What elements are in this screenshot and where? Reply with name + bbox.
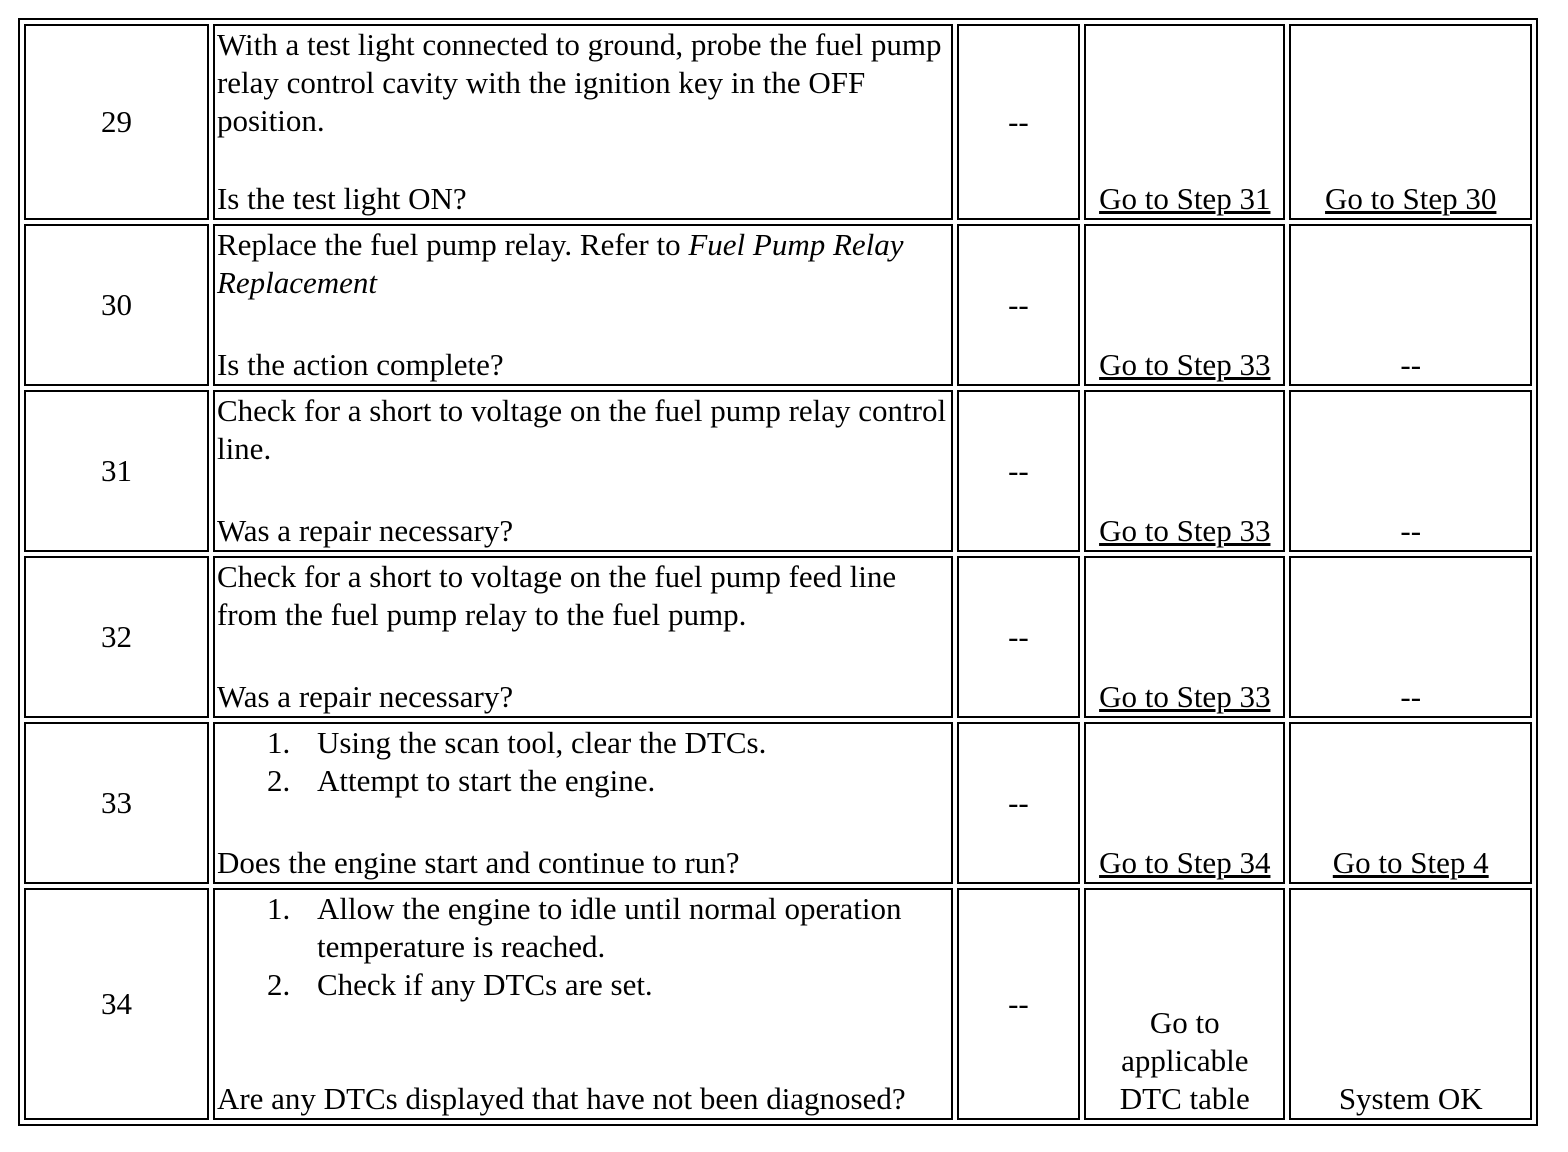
action-cell — [213, 722, 953, 884]
value-cell: -- — [957, 722, 1080, 884]
go-to-step-4-link[interactable]: Go to Step 4 — [1332, 845, 1489, 880]
step-number: 29 — [24, 24, 209, 220]
yes-line: applicable — [1121, 1043, 1249, 1078]
action-question: Was a repair necessary? — [216, 679, 514, 714]
action-text — [217, 226, 949, 302]
list-item-text: Attempt to start the engine. — [316, 763, 656, 798]
no-cell: -- — [1289, 390, 1532, 552]
yes-cell — [1084, 390, 1285, 552]
no-cell: -- — [1289, 556, 1532, 718]
yes-cell — [1084, 722, 1285, 884]
step-number: 33 — [24, 722, 209, 884]
no-cell: -- — [1289, 224, 1532, 386]
list-item-number: 1. — [266, 725, 291, 760]
yes-cell — [1084, 224, 1285, 386]
table-row — [24, 888, 1532, 1120]
diagnostic-table — [18, 18, 1538, 1126]
yes-line: DTC table — [1119, 1081, 1250, 1116]
action-steps-list — [217, 890, 949, 1004]
value-cell: -- — [957, 556, 1080, 718]
step-number: 32 — [24, 556, 209, 718]
list-item-number: 2. — [266, 967, 291, 1002]
go-to-step-33-link[interactable]: Go to Step 33 — [1099, 679, 1271, 714]
action-cell — [213, 24, 953, 220]
reference-fuel-pump-relay-replacement: Fuel Pump Relay Replacement — [216, 227, 904, 300]
go-to-step-33-link[interactable]: Go to Step 33 — [1099, 513, 1271, 548]
list-item-text: Allow the engine to idle until normal operation temperature is reached. — [316, 891, 902, 964]
action-text: Check for a short to voltage on the fuel pump relay control line. — [216, 393, 947, 466]
list-item-text: Using the scan tool, clear the DTCs. — [316, 725, 767, 760]
go-to-step-34-link[interactable]: Go to Step 34 — [1099, 845, 1271, 880]
no-cell — [1289, 24, 1532, 220]
action-question: Was a repair necessary? — [216, 513, 514, 548]
list-item — [217, 724, 949, 762]
step-number: 30 — [24, 224, 209, 386]
step-number: 31 — [24, 390, 209, 552]
no-cell: System OK — [1289, 888, 1532, 1120]
action-question: Does the engine start and continue to run? — [216, 845, 740, 880]
list-item-number: 2. — [266, 763, 291, 798]
step-number: 34 — [24, 888, 209, 1120]
yes-line: Go to — [1149, 1005, 1220, 1040]
no-cell — [1289, 722, 1532, 884]
yes-cell — [1084, 24, 1285, 220]
list-item-text: Check if any DTCs are set. — [316, 967, 653, 1002]
go-to-step-30-link[interactable]: Go to Step 30 — [1325, 181, 1497, 216]
action-text-plain: Replace the fuel pump relay. Refer to — [216, 227, 689, 262]
go-to-step-31-link[interactable]: Go to Step 31 — [1099, 181, 1271, 216]
table-row — [24, 224, 1532, 386]
action-steps-list — [217, 724, 949, 800]
value-cell: -- — [957, 888, 1080, 1120]
action-question: Is the test light ON? — [216, 181, 467, 216]
table-row — [24, 390, 1532, 552]
table-row — [24, 24, 1532, 220]
list-item — [217, 966, 949, 1004]
table-row — [24, 722, 1532, 884]
list-item-number: 1. — [266, 891, 291, 926]
action-cell — [213, 556, 953, 718]
value-cell: -- — [957, 24, 1080, 220]
action-question: Is the action complete? — [216, 347, 504, 382]
action-cell — [213, 224, 953, 386]
yes-cell — [1084, 556, 1285, 718]
action-text: With a test light connected to ground, probe the fuel pump relay control cavity with the ignition key in the OFF position. — [216, 27, 942, 138]
table-row — [24, 556, 1532, 718]
action-cell — [213, 390, 953, 552]
action-text: Check for a short to voltage on the fuel pump feed line from the fuel pump relay to the fuel pump. — [216, 559, 897, 632]
action-cell — [213, 888, 953, 1120]
action-question: Are any DTCs displayed that have not been diagnosed? — [216, 1081, 906, 1116]
list-item — [217, 762, 949, 800]
go-to-step-33-link[interactable]: Go to Step 33 — [1099, 347, 1271, 382]
value-cell: -- — [957, 224, 1080, 386]
yes-cell — [1084, 888, 1285, 1120]
value-cell: -- — [957, 390, 1080, 552]
list-item — [217, 890, 949, 966]
